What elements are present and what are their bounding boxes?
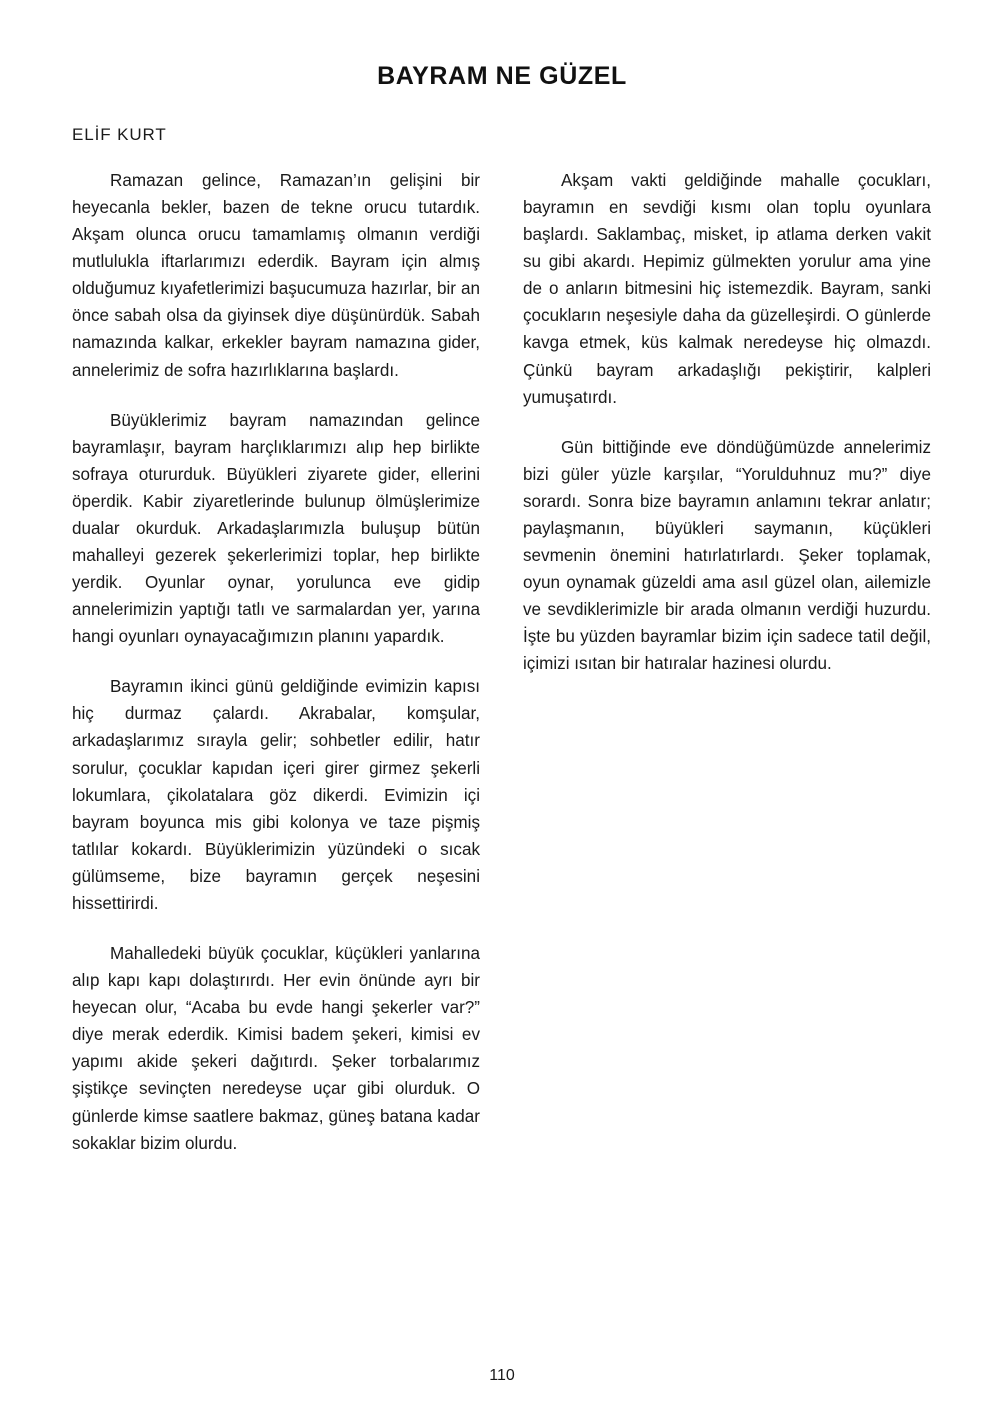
page-content xyxy=(72,62,932,1157)
paragraph: Akşam vakti geldiğinde mahalle çocukları, bayramın en sevdiği kısmı olan toplu oyunlara başlardı. Saklambaç, misket, ip atlama derken vakit su gibi akardı. Hepimiz gülmekten yorulur ama yine de o anların bitmesini hiç istemezdik. Bayram, sanki çocukların neşesiyle daha da güzelleşirdi. O günlerde kavga etmek, küs kalmak neredeyse hiç olmazdı. Çünkü bayram arkadaşlığı pekiştirir, kalpleri yumuşatırdı. xyxy=(523,171,931,407)
right-column xyxy=(523,167,931,677)
paragraph: Gün bittiğinde eve döndüğümüzde annelerimiz bizi güler yüzle karşılar, “Yorulduhnuz mu?” diye sorardı. Sonra bize bayramın anlamını tekrar anlatır; paylaşmanın, büyükleri saymanın, küçükleri sevmenin önemini hatırlatırlardı. Şeker toplamak, oyun oynamak güzeldi ama asıl güzel olan, ailemizle ve sevdiklerimizle bir arada olmanın verdiği huzurdu. İşte bu yüzden bayramlar bizim için sadece tatil değil, içimizi ısıtan bir hatıralar hazinesi olurdu. xyxy=(523,437,931,674)
paragraph: Ramazan gelince, Ramazan’ın gelişini bir heyecanla bekler, bazen de tekne orucu tutardık. Akşam olunca orucu tamamlamış olmanın verdiği mutlulukla iftarlarımızı ederdik. Bayram için almış olduğumuz kıyafetlerimizi başucumuza hazırlar, bir an önce sabah olsa da giyinsek diye düşünürdük. Sabah namazında kalkar, erkekler bayram namazına gider, annelerimiz de sofra hazırlıklarına başlardı. xyxy=(72,171,480,380)
paragraph: Mahalledeki büyük çocuklar, küçükleri yanlarına alıp kapı kapı dolaştırırdı. Her evin önünde ayrı bir heyecan olur, “Acaba bu evde hangi şekerler var?” diye merak ederdik. Kimisi badem şekeri, kimisi ev yapımı akide şekeri dağıtırdı. Şeker torbalarımız şiştikçe sevinçten neredeyse uçar gibi olurduk. O günlerde kimse saatlere bakmaz, güneş batana kadar sokaklar bizim olurdu. xyxy=(72,944,480,1153)
two-column-layout xyxy=(72,167,932,1157)
page-title: BAYRAM NE GÜZEL xyxy=(377,62,627,90)
left-column xyxy=(72,167,480,1157)
paragraph: Büyüklerimiz bayram namazından gelince bayramlaşır, bayram harçlıklarımızı alıp hep birlikte sofraya otururduk. Büyükleri ziyarete gider, ellerini öperdik. Kabir ziyaretlerinde bulunup ölmüşlerimize dualar okurduk. Arkadaşlarımızla buluşup bütün mahalleyi gezerek şekerlerimizi toplar, hep birlikte yerdik. Oyunlar oynar, yorulunca eve gidip annelerimizin yaptığı tatlı ve sarmalardan yer, yarına hangi oyunları oynayacağımızın planını yapardık. xyxy=(72,410,480,647)
paragraph: Bayramın ikinci günü geldiğinde evimizin kapısı hiç durmaz çalardı. Akrabalar, komşular, arkadaşlarımız sırayla gelir; sohbetler edilir, hatır sorulur, çocuklar kapıdan içeri girer girmez şekerli lokumlara, çikolatalara göz dikerdi. Evimizin içi bayram boyunca mis gibi kolonya ve taze pişmiş tatlılar kokardı. Büyüklerimizin yüzündeki o sıcak gülümseme, bize bayramın gerçek neşesini hissettirirdi. xyxy=(72,677,480,913)
author-name: ELİF KURT xyxy=(72,125,167,144)
page-number: 110 xyxy=(489,1367,515,1384)
